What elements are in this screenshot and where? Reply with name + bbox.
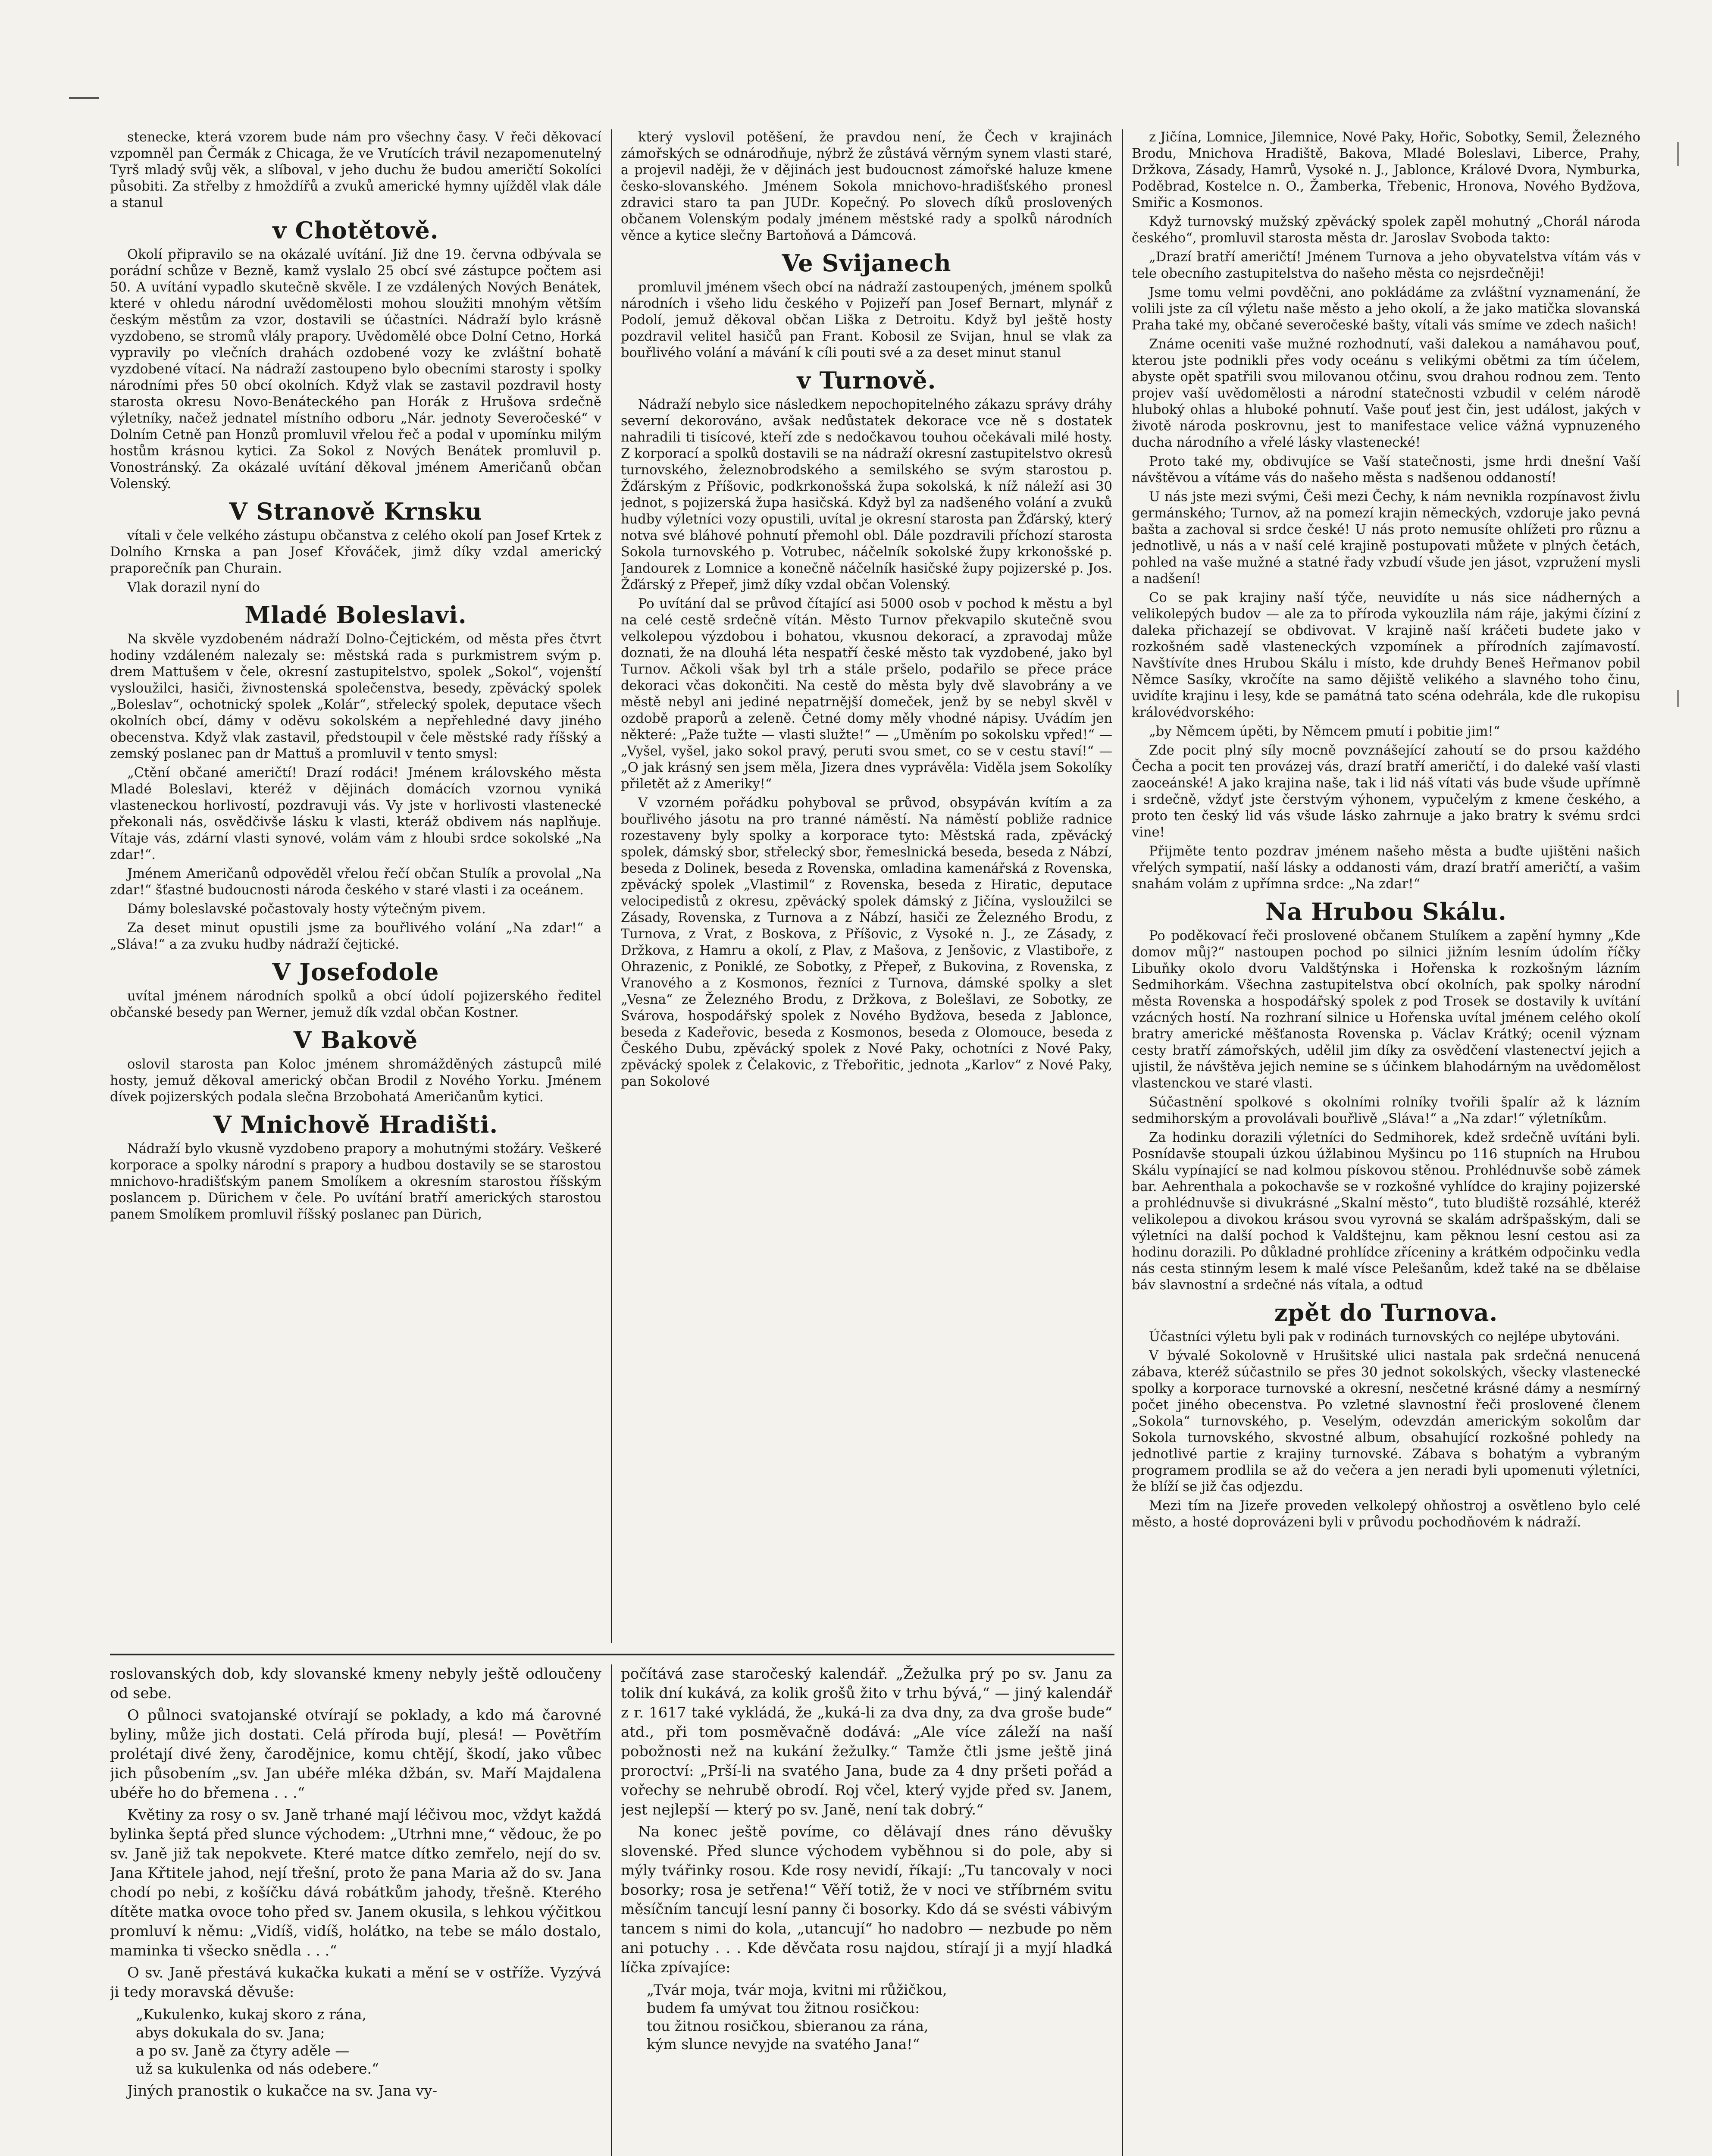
upper-section bbox=[110, 129, 1653, 1647]
section-heading: Ve Svijanech bbox=[782, 249, 951, 277]
paragraph: oslovil starosta pan Koloc jménem shromážděných zástupců milé hosty, jemuž děkoval americký občan Brodil z Nového Yorku. Jménem dívek pojizerských podala slečna Brzobohatá Američanům kytici. bbox=[110, 1057, 601, 1105]
paragraph: stenecke, která vzorem bude nám pro všechny časy. V řeči děkovací vzpomněl pan Čermák z Chicaga, že ve Vrutících trávil nezapomenutelný Tyrš mladý svůj věk, a slíboval, v jeho duchu že budou američtí Sokolíci působiti. Za střelby z hmoždířů a zvuků americké hymny ujížděl vlak dále a stanul bbox=[110, 130, 601, 210]
section-heading: zpět do Turnova. bbox=[1274, 1299, 1498, 1326]
paragraph: Nádraží bylo vkusně vyzdobeno prapory a mohutnými stožáry. Veškeré korporace a spolky národní s prapory a hudbou dostavily se se starostou mnichovo-hradišťským panem Smolíkem a okresním starostou říšským poslancem p. Dürichem v čele. Po uvítání bratří amerických starostou panem Smolíkem promluvil říšský poslanec pan Dürich, bbox=[110, 1141, 601, 1222]
paragraph: promluvil jménem všech obcí na nádraží zastoupených, jménem spolků národních i všeho lidu českého v Pojizeří pan Josef Bernart, mlynář z Podolí, jemuž děkoval občan Liška z Detroitu. Když byl ještě hosty pozdravil velitel hasičů pan Frant. Kobosil ze Svijan, hnul se vlak za bouřlivého volání a mávání k cíli pouti své a za deset minut stanul bbox=[621, 280, 1112, 360]
section-heading: V Stranově Krnsku bbox=[229, 498, 482, 525]
paragraph: „Ctění občané američtí! Drazí rodáci! Jménem královského města Mladé Boleslavi, kteréž v dějinách domácích vzornou vyniká vlasteneckou horlivostí, pozdravuji vás. Vy jste v horlivosti vlastenecké překonali nás, osvědčivše lásku k vlasti, kteráž obdivem nás naplňuje. Vítaje vás, zdární vlasti synové, volám vám z hloubi srdce sokolské „Na zdar!“. bbox=[110, 765, 601, 862]
column-rule bbox=[611, 129, 612, 1643]
paragraph: který vyslovil potěšení, že pravdou není, že Čech v krajinách zámořských se odnárodňuje, nýbrž že zůstává věrným synem vlasti staré, a projevil naději, že v dějinách jest budoucnost zámořské haluze kmene česko-slovanského. Jménem Sokola mnichovo-hradišťského pronesl zdravici staro ta pan JUDr. Kopečný. Po slovech díků proslovených občanem Volenským podaly jménem městské rady a spolků národních věnce a kytice slečny Bartoňová a Dámcová. bbox=[621, 130, 1112, 243]
section-heading: V Josefodole bbox=[272, 958, 439, 986]
paragraph: V bývalé Sokolovně v Hrušitské ulici nastala pak srdečná nenucená zábava, kteréž súčastnilo se přes 30 jednot sokolských, všecky vlastenecké spolky a korporace turnovské a okresní, nesčetné krásné dámy a nesmírný počet jiného obecenstva. Po vzletné slavnostní řeči proslovené členem „Sokola“ turnovského, p. Veselým, odevzdán americkým sokolům dar Sokola turnovského, skvostné album, obsahující rozkošné pohledy na jednotlivé partie z krajiny turnovské. Zábava s bohatým a vybraným programem prodlila se až do večera a jen neradi byli upomenuti výletníci, že blíží se již čas odjezdu. bbox=[1132, 1348, 1640, 1495]
paragraph: Mezi tím na Jizeře proveden velkolepý ohňostroj a osvětleno bylo celé město, a hosté doprovázeni byli v průvodu pochodňovém k nádraží. bbox=[1132, 1498, 1640, 1530]
paragraph: Dámy boleslavské počastovaly hosty výtečným pivem. bbox=[127, 902, 486, 917]
paragraph: Účastníci výletu byli pak v rodinách turnovských co nejlépe ubytováni. bbox=[1149, 1329, 1620, 1344]
page-edge-mark bbox=[1677, 690, 1679, 707]
column-1 bbox=[110, 129, 601, 1643]
verse: „Tvár moja, tvár moja, kvitni mi růžičkou, budem fa umývat tou žitnou rosičkou: tou žitnou rosičkou, sbieranou za rána, kým slunce nevyjde na svatého Jana!“ bbox=[647, 1981, 947, 2053]
paragraph: Jiných pranostik o kukačce na sv. Jana vy- bbox=[127, 2082, 438, 2100]
feuilleton-section bbox=[110, 1664, 1653, 2156]
paragraph: Co se pak krajiny naší týče, neuvidíte u nás sice nádherných a velikolepých budov — ale za to příroda vykouzlila nám ráje, jakými číziní z daleka přichazejí se obdivovat. V krajině naší kráčeti budete jako v rozkošném sadě vlasteneckých vzpomínek a přírodních zajímavostí. Navštívíte dnes Hrubou Skálu i místo, kde druhdy Beneš Heřmanov pobil Němce Sasíky, vkročíte na samo dějiště velikého a slavného toho činu, uvidíte krajinu i lesy, kde se památná tato scéna odehrála, kde dle rukopisu královédvorského: bbox=[1132, 590, 1640, 720]
paragraph: roslovanských dob, kdy slovanské kmeny nebyly ještě odloučeny od sebe. bbox=[110, 1665, 601, 1702]
paragraph: Přijměte tento pozdrav jménem našeho města a buďte ujištěni našich vřelých sympatií, naší lásky a oddanosti vám, drazí bratří američtí, a vašim snahám volám z upřímna srdce: „Na zdar!“ bbox=[1132, 844, 1640, 892]
paragraph: V vzorném pořádku pohyboval se průvod, obsypáván kvítím a za bouřlivého jásotu na pro tranné náměstí. Na náměstí pobliže radnice rozestaveny byly spolky a korporace tyto: Městská rada, zpěvácký spolek, dámský sbor, střelecký sbor, řemeslnická beseda, beseda z Nábzí, beseda z Dolinek, beseda z Rovenska, omladina kamenářská z Rovenska, zpěvácký spolek „Vlastimil“ z Rovenska, beseda z Hiratic, deputace velocipedistů z okresu, zpěvácký spolek dámský z Jičína, vysloužilci se Zásady, Rovenska, z Turnova a z Nábzí, hasiči ze Železného Brodu, z Turnova, z Vrat, z Boskova, z Příšovic, z Vysoké n. J., ze Zásady, z Držkova, z Hamru a okolí, z Plav, z Mašova, z Jenšovic, z Vlastiboře, z Ohrazenic, z Poniklé, ze Sobotky, z Přepeř, z Bukovina, z Rovenska, z Vranového a z Kosmonos, řezníci z Turnova, dámské spolky a slet „Vesna“ ze Železného Brodu, z Držkova, z Bolešlavi, ze Sobotky, ze Svárova, hospodářský spolek z Nového Bydžova, beseda z Jablonce, beseda z Kadeřovic, beseda z Kosmonos, beseda z Olomouce, beseda z Českého Dubu, zpěvácký spolek z Nové Paky, ochotníci z Nové Paky, zpěvácký spolek z Čelakovic, z Třebořitic, jednota „Karlov“ z Nové Paky, pan Sokolové bbox=[621, 796, 1112, 1089]
paragraph: Jménem Američanů odpověděl vřelou řečí občan Stulík a provolal „Na zdar!“ šťastné budoucnosti národa českého v staré vlasti i za oceánem. bbox=[110, 866, 601, 898]
section-heading: V Mnichově Hradišti. bbox=[213, 1111, 498, 1138]
feuilleton-column-2 bbox=[621, 1664, 1112, 2156]
paragraph: Zde pocit plný síly mocně povznášející zahoutí se do prsou každého Čecha a pocit ten provázej vás, drazí bratří američtí, i do daleké vaší vlasti zaoceánské! A jako krajina naše, tak i lid náš vítati vás bude všude upřímně i srdečně, vždyť jste čerstvým výhonem, vypučelým z kmene českého, a proto ten český lid vás všude lásko zahrnuje a jako bratry k svému srdci vine! bbox=[1132, 743, 1640, 840]
paragraph: Za deset minut opustili jsme za bouřlivého volání „Na zdar!“ a „Sláva!“ a za zvuku hudby nádraží čejtické. bbox=[110, 921, 601, 952]
paragraph: O půlnoci svatojanské otvírají se poklady, a kdo má čarovné byliny, může jich dostati. Celá příroda bují, plesá! — Povětřím prolétají divé ženy, čarodějnice, komu chtějí, škodí, jako vůbec jich působením „sv. Jan ubéře mléka džbán, sv. Maří Majdalena ubéře ho do břemena . . .“ bbox=[110, 1707, 601, 1802]
paragraph: Známe oceniti vaše mužné rozhodnutí, vaši dalekou a namáhavou pouť, kterou jste podnikli přes vody oceánu s velikými obětmi za tím účelem, abyste opět spatřili svou milovanou otčinu, svou drahou rodnou zem. Tento projev vaší uvědomělosti a národní statečnosti vzbudil v celém národě hluboký ohlas a hluboké pohnutí. Vaše pouť jest čin, jest událost, jakých v životě národa poskrovnu, jest to manifestace velice vážná vypnuzeného ducha národního a vřelé lásky vlastenecké! bbox=[1132, 337, 1640, 450]
paragraph: z Jičína, Lomnice, Jilemnice, Nové Paky, Hořic, Sobotky, Semil, Železného Brodu, Mnichova Hradiště, Bakova, Mladé Boleslavi, Liberce, Prahy, Držkova, Zásady, Hamrů, Vysoké n. J., Jablonce, Králové Dvora, Nymburka, Poděbrad, Kostelce n. O., Žamberka, Třebenic, Hronova, Nového Bydžova, Smiřic a Kosmonos. bbox=[1132, 130, 1640, 210]
paragraph: Súčastnění spolkové s okolními rolníky tvořili špalír až k lázním sedmihorským a provolávali bouřlivě „Sláva!“ a „Na zdar!“ výletníkům. bbox=[1132, 1095, 1640, 1126]
paragraph: Proto také my, obdivujíce se Vaší statečnosti, jsme hrdi dnešní Vaší návštěvou a vítáme vás do našeho města s nadšenou oddaností! bbox=[1132, 454, 1640, 486]
paragraph: Květiny za rosy o sv. Janě trhané mají léčivou moc, vždyt každá bylinka šeptá před slunce východem: „Utrhni mne,“ vědouc, že po sv. Janě již tak nepokvete. Které matce dítko zemřelo, nejí do sv. Jana Křtitele jahod, nejí třešní, proto že pana Maria až do sv. Jana chodí po nebi, z košíčku dává robátkům jahody, třešně. Kterého dítěte matka ovoce toho před sv. Janem okusila, s lehkou výčitkou promluví k němu: „Vidíš, vidíš, holátko, na tebe se málo dostalo, maminka ti všecko snědla . . .“ bbox=[110, 1806, 601, 1959]
verse: „Kukulenko, kukaj skoro z rána, abys dokukala do sv. Jana; a po sv. Janě za čtyry aděle — už sa kukulenka od nás odebere.“ bbox=[136, 2006, 379, 2077]
section-heading: V Bakově bbox=[293, 1026, 418, 1054]
column-2 bbox=[621, 129, 1112, 1643]
paragraph: Okolí připravilo se na okázalé uvítání. Již dne 19. června odbývala se porádní schůze v Bezně, kamž vyslalo 25 obcí své zástupce počtem asi 50. A uvítání vypadlo skutečně skvěle. I ze vzdálených Nových Benátek, které v ohledu národní uvědomělosti mohou sloužiti mnohým větším českým městům za vzor, dostavili se účastníci. Nádraží bylo krásně vyzdobeno, se stromů vlály prapory. Uvědomělé obce Dolní Cetno, Horká vypravily po vlečních drahách ozdobené vozy ke zvláštní bohatě vyzdobené vítací. Na nádraží zastoupeno bylo obecními starosty i spolky národními přes 50 obcí okolních. Když vlak se zastavil pozdravil hosty starosta okresu Novo-Benáteckého pan Horák z Hrušova srdečně výletníky, načež jednatel místního odboru „Nár. jednoty Severočeské“ v Dolním Cetně pan Honzů promluvil vřelou řeč a podal v upomínku milým hostům krásnou kytici. Za Sokol z Nových Benátek promluvil p. Vonostránský. Za okázalé uvítání děkoval jménem Američanů občan Volenský. bbox=[110, 247, 601, 492]
paragraph: Po poděkovací řeči proslovené občanem Stulíkem a zapění hymny „Kde domov můj?“ nastoupen pochod po silnici jižním lesním údolím říčky Libuňky okolo dvoru Valdštýnska i Hořenska k rozkošným lázním Sedmihorkám. Všechna zastupitelstva obcí okolních, pak spolky národní města Rovenska a hospodářský spolek z pod Trosek se dostavily k uvítání vzácných hostí. Na rozhraní silnice u Hořenska uvítal jménem celého okolí bratry americké měšťanosta Rovenska p. Václav Krátký; ocenil význam cesty bratří zámořských, udělil jim díky za osvědčení vlastenectví jejich a ujistil, že návštěva jejich nemine se s účinkem blahodárným na uvědomělost vlastenckou ve staré vlasti. bbox=[1132, 928, 1640, 1091]
column-3 bbox=[1132, 129, 1640, 1643]
paragraph: „Drazí bratří američtí! Jménem Turnova a jeho obyvatelstva vítám vás v tele obecního zastupitelstva do našeho města co nejsrdečněji! bbox=[1132, 250, 1640, 281]
paragraph: Nádraží nebylo sice následkem nepochopitelného zákazu správy dráhy severní dekorováno, avšak nedůstatek dekorace vce ně s dostatek nahradili ti tisícové, kteří zde s nedočkavou touhou očekávali milé hosty. Z korporací a spolků dostavili se na nádraží okresní zastupitelstvo okresů turnovského, železnobrodského a semilského se svým starostou p. Žďárským z Příšovic, podkrkonošská župa sokolská, k níž náleží asi 30 jednot, s pojizerská župa hasičská. Když byl za nadšeného volání a zvuků hudby výletníci vozy opustili, uvítal je okresní starosta pan Žďárský, který notva své bláhové pohnutí přemohl obl. Dále pozdravili příchozí starosta Sokola turnovského p. Votrubec, náčelník sokolské župy krkonošské p. Jandourek z Lomnice a konečně náčelník hasičské župy pojizerské p. Jos. Žďárský z Přepeř, jimž díky vzdal občan Volenský. bbox=[621, 397, 1112, 592]
page-mark bbox=[69, 97, 99, 99]
section-heading: Na Hrubou Skálu. bbox=[1265, 898, 1507, 925]
paragraph: Za hodinku dorazili výletníci do Sedmihorek, kdež srdečně uvítáni byli. Posnídavše stoupali úzkou úžlabinou Myšincu po 116 stupních na Hrubou Skálu vypínající se nad kolmou pískovou stěnou. Prohlédnuvše sobě zámek bar. Aehrenthala a pokochavše se v rozkošné vyhlídce do krajiny pojizerské a prohlédnuvše si divukrásné „Skalní město“, tuto bludiště rozsáhlé, kteréž velikolepou a divokou krásou svou vyrovná se skalám adršpašským, dali se výletníci na další pochod k Valdštejnu, kam pěknou lesní cestou asi za hodinu dorazili. Po důkladné prohlídce zříceniny a krátkém odpočinku vedla nás cesta stinným lesem k malé vísce Pelešanům, kdež také na se dbělaise báv slavnostní a srdečné nás vítala, a odtud bbox=[1132, 1130, 1640, 1293]
section-heading: v Turnově. bbox=[797, 367, 936, 394]
paragraph: O sv. Janě přestává kukačka kukati a mění se v ostříže. Vyzývá ji tedy moravská děvuše: bbox=[110, 1964, 601, 2001]
paragraph: uvítal jménem národních spolků a obcí údolí pojizerského ředitel občanské besedy pan Werner, jemuž dík vzdal občan Kostner. bbox=[110, 989, 601, 1020]
feuilleton-rule bbox=[110, 1654, 1114, 1655]
paragraph: vítali v čele velkého zástupu občanstva z celého okolí pan Josef Krtek z Dolního Krnska a pan Josef Křováček, jimž díky vzdal americký praporečník pan Churain. bbox=[110, 528, 601, 576]
section-heading: v Chotětově. bbox=[272, 216, 439, 244]
paragraph: Jsme tomu velmi povděčni, ano pokládáme za zvláštní vyznamenání, že volili jste za cíl výletu naše město a jeho okolí, a že jako matička slovanská Praha také my, občané severočeské bašty, vítali vás smíme ve zdech našich! bbox=[1132, 285, 1640, 333]
paragraph: Po uvítání dal se průvod čítající asi 5000 osob v pochod k městu a byl na celé cestě srdečně vítán. Město Turnov překvapilo skutečně svou velkolepou výzdobou i bohatou, vkusnou dekorací, a zpravodaj může doznati, že na dlouhá léta nespatří české město tak vyzdobené, jako byl Turnov. Ačkoli však byl trh a stále pršelo, podařilo se přece práce dekoraci včas dokončiti. Na cestě do města byly dvě slavobrány a ve městě nebyl ani jediné nepatrnější domeček, jenž by se nebyl skvěl v ozdobě praporů a zeleně. Četné domy měly vhodné nápisy. Uvádím jen některé: „Paže tužte — vlasti služte!“ — „Uměním po sokolsku vpřed!“ — „Vyšel, vyšel, jako sokol pravý, peruti svou smet, co se v cestu staví!“ — „O jak krásný sen jsem měla, Jizera dnes vyprávěla: Viděla jsem Sokolíky přiletět až z Ameriky!“ bbox=[621, 596, 1112, 792]
paragraph: Vlak dorazil nyní do bbox=[127, 580, 260, 595]
paragraph: počítává zase staročeský kalendář. „Žežulka prý po sv. Janu za tolik dní kukává, za kolik grošů žito v trhu bývá,“ — jiný kalendář z r. 1617 také vykládá, že „kuká-li za dva dny, za dva groše bude“ atd., při tom posměvačně dodává: „Ale více záleží na naší pobožnosti než na kukání žežulky.“ Tamže čtli jsme ještě jiná proroctví: „Prší-li na svatého Jana, bude za 4 dny pršeti pořád a vořechy se nehrubě obrodí. Roj včel, který vyjde před sv. Janem, jest nejlepší — který po sv. Janě, není tak dobrý.“ bbox=[621, 1665, 1112, 1818]
paragraph: „by Němcem úpěti, by Němcem pmutí i pobitie jim!“ bbox=[1149, 724, 1500, 739]
feuilleton-column-1 bbox=[110, 1664, 601, 2156]
section-heading: Mladé Boleslavi. bbox=[244, 601, 467, 629]
paragraph: Když turnovský mužský zpěvácký spolek zapěl mohutný „Chorál národa českého“, promluvil starosta města dr. Jaroslav Svoboda takto: bbox=[1132, 214, 1640, 246]
paragraph: Na konec ještě povíme, co dělávají dnes ráno děvušky slovenské. Před slunce východem vyběhnou si do pole, aby si mýly tvářinky rosou. Kde rosy nevidí, říkají: „Tu tancovaly v noci bosorky; rosa je setřena!“ Věří totiž, že v noci ve stříbrném svitu měsíčním tancují lesní panny či bosorky. Kdo dá se svésti vábivým tancem s nimi do kola, „utancují“ ho nadobro — nezbude po něm ani potuchy . . . Kde děvčata rosu najdou, stírají ji a myjí hladká líčka zpívajíce: bbox=[621, 1823, 1112, 1976]
paragraph: U nás jste mezi svými, Češi mezi Čechy, k nám nevnikla rozpínavost živlu germánského; Turnov, až na pomezí krajin německých, vzdoruje jako pevná bašta a zachoval si srdce české! U nás proto nemusíte ohlížeti pro různu a jednotlivě, u nás a v naší celé krajině postupovati můžete v plných četách, pohled na vaše mužné a statné řady vzbudí všude jen jásot, vzpružení mysli a nadšení! bbox=[1132, 489, 1640, 586]
page-edge-mark bbox=[1677, 142, 1679, 166]
paragraph: Na skvěle vyzdobeném nádraží Dolno-Čejtickém, od města přes čtvrt hodiny vzdáleném nalezaly se: městská rada s purkmistrem svým p. drem Mattušem v čele, okresní zastupitelstvo, spolek „Sokol“, vojenští vysloužilci, hasiči, živnostenská společenstva, besedy, zpěvácký spolek „Boleslav“, ochotnický spolek „Kolár“, střelecký spolek, deputace všech okolních obcí, dámy v oděvu sokolském a nepřehledné davy jiného obecenstva. Když vlak zastavil, předstoupil v čele městské rady říšský a zemský poslanec pan dr Mattuš a promluvil v tento smysl: bbox=[110, 632, 601, 761]
